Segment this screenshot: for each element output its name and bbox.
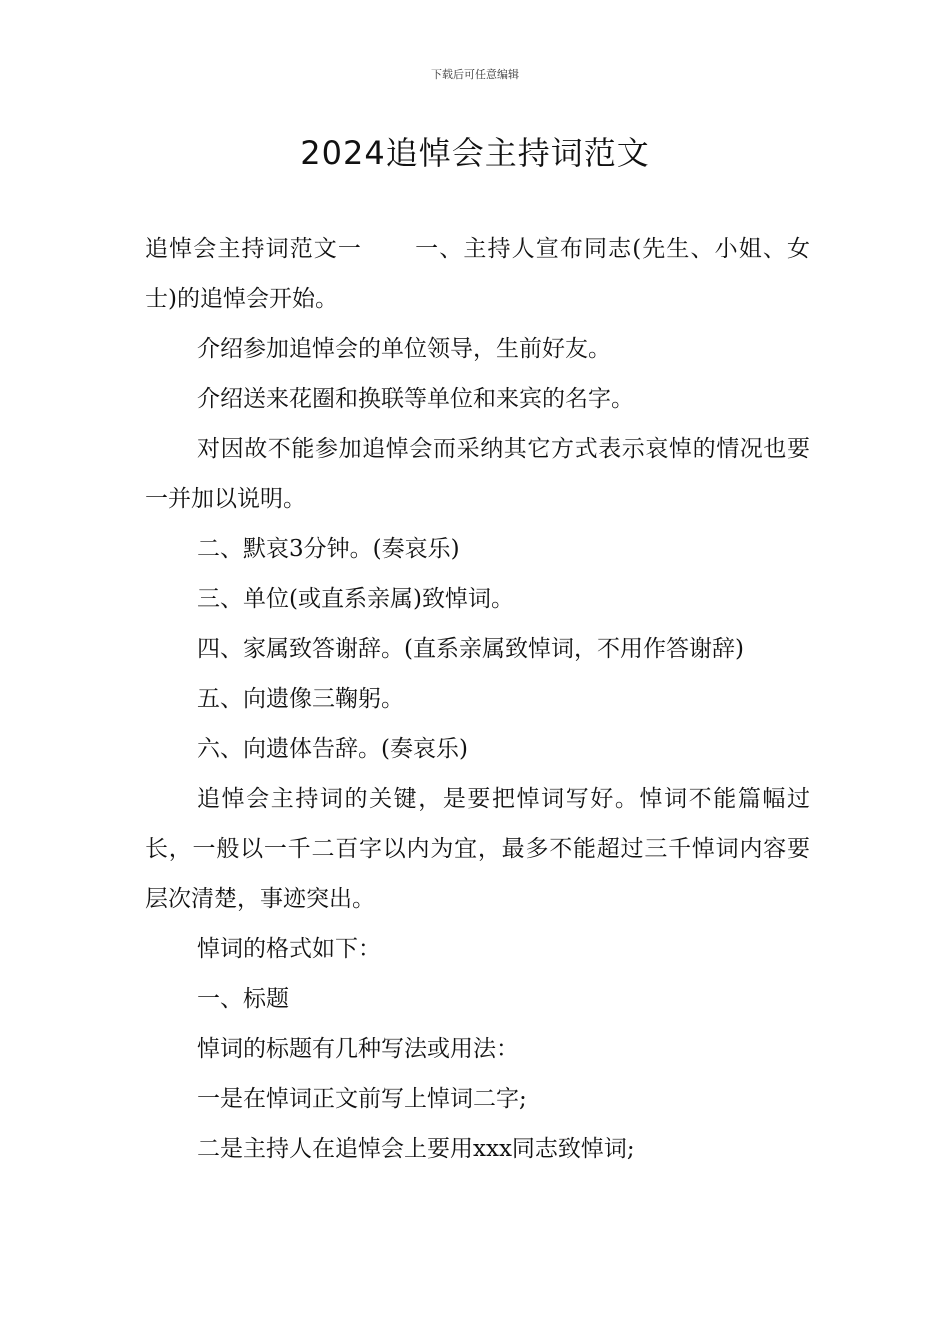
paragraph: 对因故不能参加追悼会而采纳其它方式表示哀悼的情况也要一并加以说明。 bbox=[145, 436, 810, 512]
paragraph: 六、向遗体告辞。(奏哀乐) bbox=[197, 736, 468, 762]
section-text: 一、主持人宣布同志(先生、小姐、女士)的追悼会开始。 bbox=[145, 236, 810, 312]
paragraph: 一是在悼词正文前写上悼词二字; bbox=[197, 1086, 527, 1112]
paragraph: 二、默哀3分钟。(奏哀乐) bbox=[197, 536, 460, 562]
paragraph: 二是主持人在追悼会上要用xxx同志致悼词; bbox=[197, 1136, 635, 1162]
paragraph: 介绍参加追悼会的单位领导，生前好友。 bbox=[197, 336, 611, 362]
paragraph: 悼词的格式如下： bbox=[197, 936, 381, 962]
header-note: 下载后可任意编辑 bbox=[431, 68, 519, 81]
paragraph: 介绍送来花圈和换联等单位和来宾的名字。 bbox=[197, 386, 634, 412]
document-title: 2024追悼会主持词范文 bbox=[300, 134, 650, 172]
paragraph-1 bbox=[145, 224, 810, 324]
paragraph: 悼词的标题有几种写法或用法： bbox=[197, 1036, 519, 1062]
paragraph: 一、标题 bbox=[197, 986, 289, 1012]
paragraph: 五、向遗像三鞠躬。 bbox=[197, 686, 404, 712]
paragraph: 追悼会主持词的关键，是要把悼词写好。悼词不能篇幅过长，一般以一千二百字以内为宜，最多不能超过三千悼词内容要层次清楚，事迹突出。 bbox=[145, 786, 810, 912]
document-body bbox=[145, 224, 810, 1174]
section-label: 追悼会主持词范文一 bbox=[145, 236, 363, 262]
paragraph: 三、单位(或直系亲属)致悼词。 bbox=[197, 586, 514, 612]
paragraph: 四、家属致答谢辞。(直系亲属致悼词，不用作答谢辞) bbox=[197, 636, 744, 662]
